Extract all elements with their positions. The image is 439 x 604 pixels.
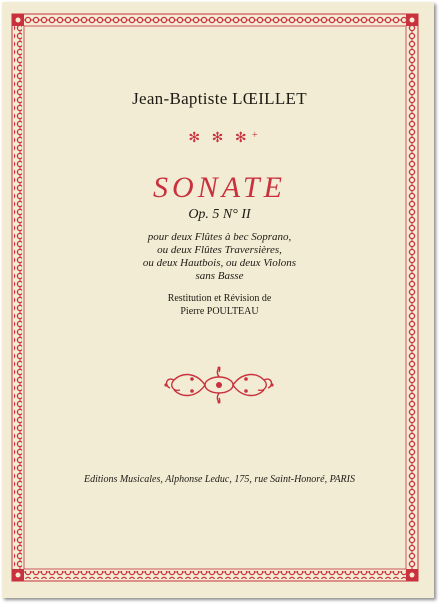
star-ornament: ✻ ✻ ✻	[188, 131, 251, 146]
reviser-name: Pierre POULTEAU	[180, 306, 259, 317]
opus-number: Op. 5 N° II	[188, 207, 251, 222]
publisher-line: Editions Musicales, Alphonse Leduc, 175, rue Saint-Honoré, PARIS	[84, 474, 355, 485]
instrumentation-line: ou deux Hautbois, ou deux Violons	[142, 257, 297, 269]
instrumentation-line: pour deux Flûtes à bec Soprano,	[147, 231, 292, 243]
composer-name: Jean-Baptiste LŒILLET	[132, 89, 307, 108]
instrumentation-line: ou deux Flûtes Traversières,	[157, 244, 282, 256]
small-mark: +	[252, 130, 258, 141]
score-title: SONATE	[153, 171, 286, 204]
instrumentation-line: sans Basse	[195, 270, 244, 282]
revision-label: Restitution et Révision de	[167, 293, 272, 304]
